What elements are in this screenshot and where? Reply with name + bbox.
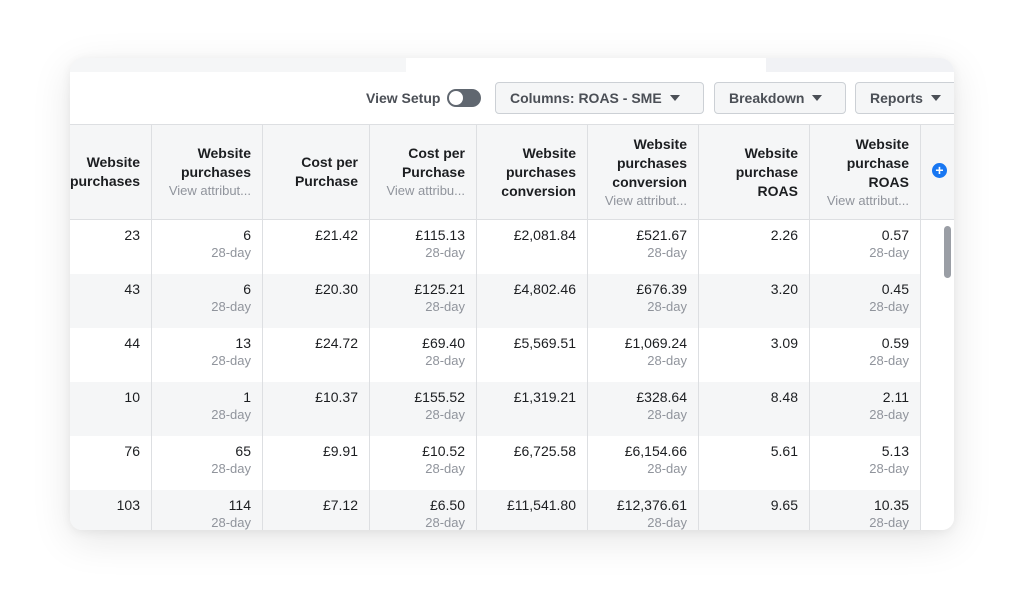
cell-attribution: 28-day xyxy=(869,515,909,530)
cell-value: £2,081.84 xyxy=(513,227,576,243)
table-body xyxy=(70,220,954,530)
cell-value: 9.65 xyxy=(770,497,798,513)
cell-value: 76 xyxy=(124,443,140,459)
column-title: Cost per Purchase xyxy=(401,145,465,180)
caret-down-icon xyxy=(812,95,822,101)
table-row[interactable] xyxy=(70,382,920,436)
cell-value: £10.52 xyxy=(422,443,465,459)
cell-value: £115.13 xyxy=(415,227,465,243)
cell-value: 6 xyxy=(243,227,251,243)
table-row[interactable] xyxy=(70,436,920,490)
cell-value: £155.52 xyxy=(414,389,465,405)
cell-value: £676.39 xyxy=(636,281,687,297)
table-cell xyxy=(810,220,921,274)
cell-value: £521.67 xyxy=(636,227,687,243)
cell-attribution: 28-day xyxy=(869,299,909,314)
table-cell xyxy=(588,490,699,530)
view-attribution-link[interactable]: View attribut... xyxy=(168,183,251,198)
cell-value: 2.26 xyxy=(770,227,798,243)
table-cell xyxy=(370,490,477,530)
column-title: Website purchase ROAS xyxy=(735,144,798,199)
cell-value: 0.57 xyxy=(881,227,909,243)
tab-strip-middle xyxy=(406,58,766,72)
cell-value: 23 xyxy=(124,227,140,243)
cell-value: 0.59 xyxy=(881,335,909,351)
cell-value: £6,154.66 xyxy=(624,443,687,459)
table-cell xyxy=(477,436,588,490)
cell-value: £328.64 xyxy=(636,389,687,405)
cell-attribution: 28-day xyxy=(425,299,465,314)
caret-down-icon xyxy=(670,95,680,101)
cell-attribution: 28-day xyxy=(869,461,909,476)
table-cell xyxy=(477,328,588,382)
cell-attribution: 28-day xyxy=(211,515,251,530)
column-header[interactable] xyxy=(70,125,152,219)
cell-value: £4,802.46 xyxy=(513,281,576,297)
cell-attribution: 28-day xyxy=(647,245,687,260)
table-cell xyxy=(263,382,370,436)
cell-attribution: 28-day xyxy=(211,461,251,476)
table-cell xyxy=(70,490,152,530)
scrollbar-thumb[interactable] xyxy=(944,226,951,278)
column-header[interactable] xyxy=(810,125,921,219)
table-cell xyxy=(810,490,921,530)
table-row[interactable] xyxy=(70,328,920,382)
cell-value: £1,069.24 xyxy=(624,335,687,351)
cell-value: £1,319.21 xyxy=(513,389,576,405)
cell-value: £24.72 xyxy=(315,335,358,351)
column-title: Website purchases xyxy=(180,145,251,180)
cell-attribution: 28-day xyxy=(425,461,465,476)
cell-value: 6 xyxy=(243,281,251,297)
cell-attribution: 28-day xyxy=(869,353,909,368)
column-title: Website purchases conversion xyxy=(612,135,687,190)
table-cell xyxy=(699,220,810,274)
table-cell xyxy=(699,382,810,436)
table-cell xyxy=(370,328,477,382)
cell-attribution: 28-day xyxy=(869,407,909,422)
table-cell xyxy=(588,382,699,436)
table-cell xyxy=(263,490,370,530)
cell-value: 3.09 xyxy=(770,335,798,351)
reports-button-label: Reports xyxy=(870,90,923,106)
table-cell xyxy=(477,274,588,328)
ads-manager-table-card xyxy=(70,58,954,530)
table-cell xyxy=(810,382,921,436)
cell-value: £9.91 xyxy=(322,443,358,459)
plus-circle-icon[interactable]: + xyxy=(932,163,947,178)
column-title: Website purchase ROAS xyxy=(846,135,909,190)
cell-value: 13 xyxy=(235,335,251,351)
view-attribution-link[interactable]: View attribut... xyxy=(604,192,687,208)
cell-attribution: 28-day xyxy=(425,245,465,260)
table-cell xyxy=(588,220,699,274)
column-header[interactable] xyxy=(588,125,699,219)
table-row[interactable] xyxy=(70,220,920,274)
cell-value: 103 xyxy=(116,497,140,513)
cell-value: 2.11 xyxy=(882,389,909,405)
table-cell xyxy=(477,382,588,436)
table-cell xyxy=(152,220,263,274)
cell-attribution: 28-day xyxy=(425,407,465,422)
table-cell xyxy=(152,328,263,382)
table-cell xyxy=(810,274,921,328)
view-setup-label: View Setup xyxy=(366,90,441,106)
breakdown-button-label: Breakdown xyxy=(729,90,805,106)
table-cell xyxy=(477,490,588,530)
table-cell xyxy=(588,436,699,490)
cell-value: £21.42 xyxy=(315,227,358,243)
table-row[interactable] xyxy=(70,274,920,328)
caret-down-icon xyxy=(931,95,941,101)
cell-value: £12,376.61 xyxy=(616,497,687,513)
table-cell xyxy=(263,328,370,382)
column-title: Website purchases xyxy=(70,154,140,189)
cell-value: 3.20 xyxy=(770,281,798,297)
columns-button[interactable] xyxy=(495,82,704,114)
table-cell xyxy=(263,274,370,328)
column-title: Website purchases conversion xyxy=(501,144,576,199)
cell-value: 0.45 xyxy=(881,281,909,297)
cell-value: £10.37 xyxy=(315,389,358,405)
view-attribution-link[interactable]: View attribut... xyxy=(826,192,909,208)
cell-value: 1 xyxy=(243,389,251,405)
cell-value: £69.40 xyxy=(422,335,465,351)
table-cell xyxy=(699,436,810,490)
toggle-switch-icon[interactable] xyxy=(447,89,481,107)
table-cell xyxy=(70,436,152,490)
column-header[interactable] xyxy=(477,125,588,219)
cell-attribution: 28-day xyxy=(869,245,909,260)
cell-value: 43 xyxy=(124,281,140,297)
table-cell xyxy=(810,436,921,490)
table-cell xyxy=(152,382,263,436)
table-cell xyxy=(370,436,477,490)
cell-value: £5,569.51 xyxy=(513,335,576,351)
cell-value: £11,541.80 xyxy=(506,497,576,513)
column-header[interactable] xyxy=(152,125,263,219)
cell-attribution: 28-day xyxy=(647,353,687,368)
table-cell xyxy=(70,328,152,382)
view-attribution-link[interactable]: View attribu... xyxy=(386,183,465,198)
table-cell xyxy=(588,274,699,328)
table-cell xyxy=(699,274,810,328)
table-cell xyxy=(588,328,699,382)
view-setup[interactable] xyxy=(366,88,481,108)
cell-attribution: 28-day xyxy=(647,407,687,422)
results-table xyxy=(70,125,954,530)
cell-value: £20.30 xyxy=(315,281,358,297)
table-cell xyxy=(370,220,477,274)
cell-value: 8.48 xyxy=(770,389,798,405)
column-header[interactable] xyxy=(699,125,810,219)
cell-attribution: 28-day xyxy=(211,407,251,422)
cell-value: £6.50 xyxy=(429,497,465,513)
column-title: Cost per Purchase xyxy=(294,154,358,189)
columns-button-label: Columns: ROAS - SME xyxy=(510,90,662,106)
toggle-knob xyxy=(449,91,463,105)
cell-attribution: 28-day xyxy=(647,515,687,530)
table-cell xyxy=(370,274,477,328)
table-cell xyxy=(810,328,921,382)
table-cell xyxy=(152,490,263,530)
breakdown-button[interactable] xyxy=(714,82,846,114)
table-cell xyxy=(477,220,588,274)
table-cell xyxy=(152,274,263,328)
table-header xyxy=(70,125,954,220)
cell-attribution: 28-day xyxy=(211,353,251,368)
table-toolbar xyxy=(70,72,954,125)
reports-button[interactable] xyxy=(855,82,954,114)
tab-strip xyxy=(70,58,954,73)
cell-attribution: 28-day xyxy=(211,245,251,260)
table-cell xyxy=(152,436,263,490)
cell-value: 44 xyxy=(124,335,140,351)
table-cell xyxy=(70,382,152,436)
cell-value: 10 xyxy=(124,389,140,405)
cell-value: £125.21 xyxy=(414,281,465,297)
cell-attribution: 28-day xyxy=(425,353,465,368)
cell-value: 114 xyxy=(228,497,251,513)
cell-value: 5.61 xyxy=(770,443,798,459)
cell-attribution: 28-day xyxy=(211,299,251,314)
cell-value: 5.13 xyxy=(881,443,909,459)
table-cell xyxy=(699,490,810,530)
table-cell xyxy=(263,436,370,490)
cell-value: 65 xyxy=(235,443,251,459)
table-cell xyxy=(699,328,810,382)
column-header[interactable] xyxy=(263,125,370,219)
column-header[interactable] xyxy=(370,125,477,219)
tab-strip-left xyxy=(70,58,410,72)
cell-value: 10.35 xyxy=(873,497,909,513)
cell-value: £7.12 xyxy=(322,497,358,513)
cell-attribution: 28-day xyxy=(647,299,687,314)
table-cell xyxy=(263,220,370,274)
cell-attribution: 28-day xyxy=(647,461,687,476)
cell-value: £6,725.58 xyxy=(513,443,576,459)
cell-attribution: 28-day xyxy=(425,515,465,530)
table-row[interactable] xyxy=(70,490,920,530)
table-cell xyxy=(370,382,477,436)
table-cell xyxy=(70,274,152,328)
table-cell xyxy=(70,220,152,274)
